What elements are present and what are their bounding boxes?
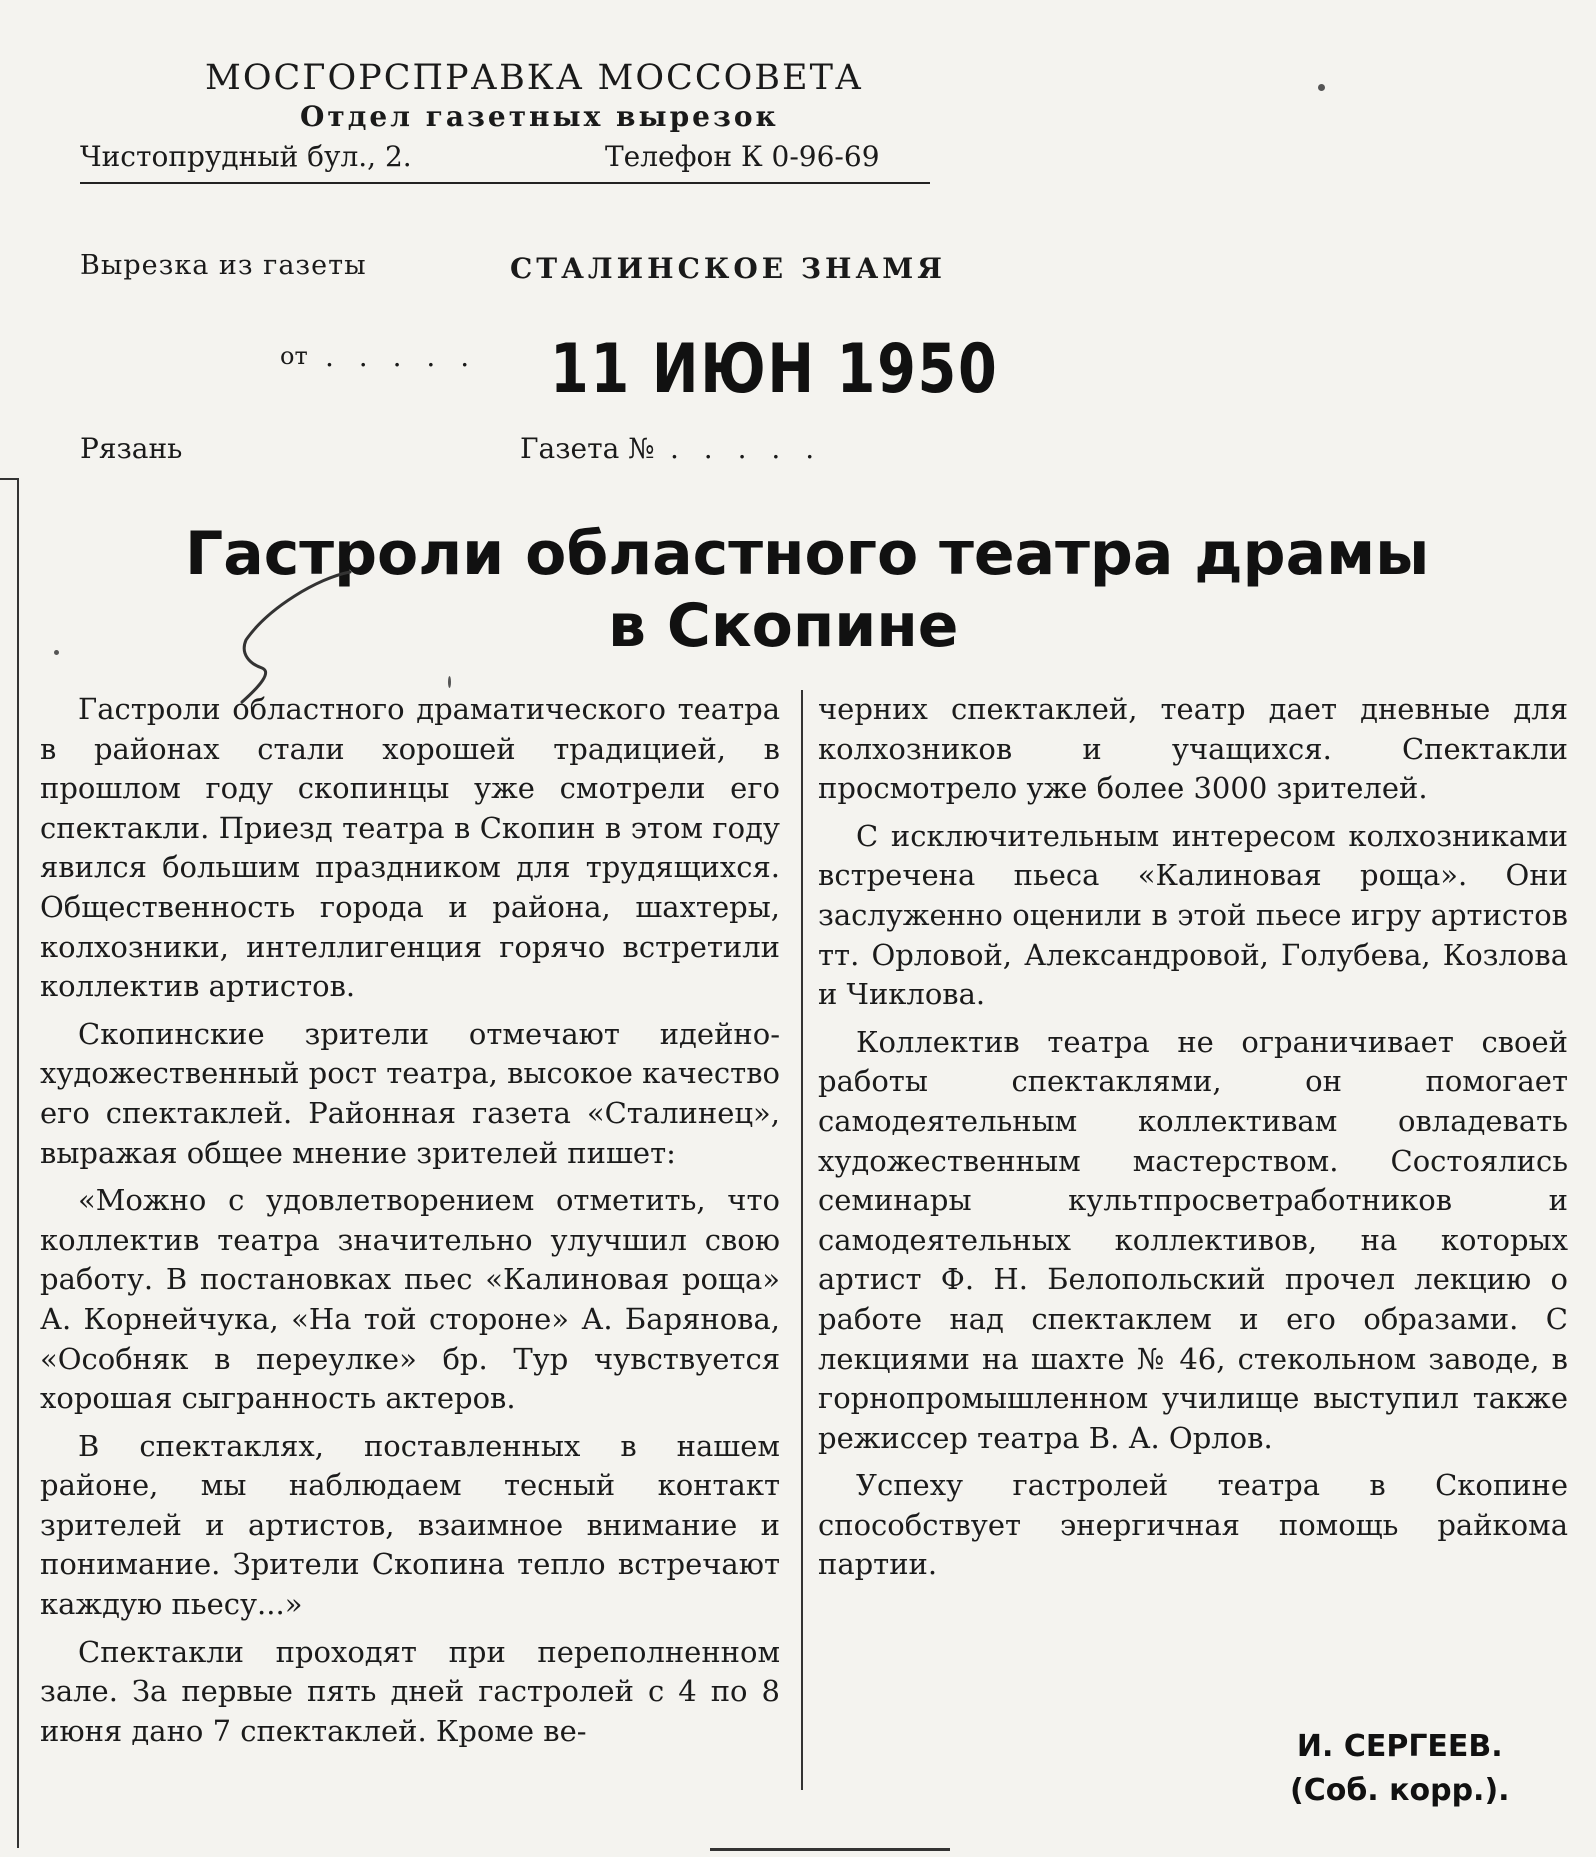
organization-name: МОСГОРСПРАВКА МОССОВЕТА [205,58,864,98]
author-name: И. СЕРГЕЕВ. [1296,1729,1503,1764]
article-paragraph: Спектакли проходят при переполненном зале. За первые пять дней гастролей с 4 по 8 июня дано 7 спектаклей. Кроме ве- [40,1634,780,1748]
headline-line-2: в Скопине [608,591,959,661]
city: Рязань [80,432,183,465]
left-column [40,690,780,1759]
article-paragraph-continued: черних спектаклей, театр дает дневные для колхозников и учащихся. Спектакли просмотрело уже более 3000 зрителей. [818,692,1568,806]
author-note: (Соб. корр.). [1290,1773,1510,1808]
article-paragraph: Скопинские зрители отмечают идейно-художественный рост театра, высокое качество его спектаклей. Районная газета «Сталинец», выражая общее мнение зрителей пишет: [40,1016,780,1170]
from-dots: . . . . . [325,340,478,373]
newspaper-name: СТАЛИНСКОЕ ЗНАМЯ [510,252,946,285]
print-speck [448,676,451,688]
cut-label: Вырезка из газеты [80,250,367,281]
author-signature [1290,1725,1510,1813]
article-paragraph: В спектаклях, поставленных в нашем районе, мы наблюдаем тесный контакт зрителей и артистов, взаимное внимание и понимание. Зрители Скопина тепло встречают каждую пьесу...» [40,1428,780,1622]
headline-line-1: Гастроли областного театра драмы [185,519,1430,589]
print-speck [54,650,59,655]
clipping-edge-top [0,478,18,480]
department-name: Отдел газетных вырезок [300,100,779,133]
article-paragraph: Успеху гастролей театра в Скопине способствует энергичная помощь райкома партии. [818,1468,1568,1582]
date-stamp: 11 ИЮН 1950 [550,330,999,409]
column-rule [801,690,803,1790]
article-paragraph: Гастроли областного драматического театра в районах стали хорошей традицией, в прошлом году скопинцы уже смотрели его спектакли. Приезд театра в Скопин в этом году явился большим праздником для трудящихся. Общественность города и района, шахтеры, колхозники, интеллигенция горячо встретили коллектив артистов. [40,692,780,1004]
from-label: от [280,342,308,370]
clipping-edge-bottom [710,1848,950,1851]
address-rule [80,182,930,184]
address: Чистопрудный бул., 2. [80,140,412,173]
phone: Телефон К 0-96-69 [605,140,880,173]
pencil-mark-icon [238,568,368,708]
gazeta-dots: . . . . . [670,432,823,465]
article-paragraph: С исключительным интересом колхозниками встречена пьеса «Калиновая роща». Они заслуженно оценили в этой пьесе игру артистов тт. Орловой, Александровой, Голубева, Козлова и Чиклова. [818,818,1568,1012]
article-paragraph: «Можно с удовлетворением отметить, что коллектив театра значительно улучшил свою работу. В постановках пьес «Калиновая роща» А. Корнейчука, «На той стороне» А. Барянова, «Особняк в переулке» бр. Тур чувствуется хорошая сыгранность актеров. [40,1183,780,1416]
right-column [818,690,1568,1593]
clipping-stamp [80,40,999,480]
print-speck [1318,84,1325,91]
article-paragraph: Коллектив театра не ограничивает своей работы спектаклями, он помогает самодеятельным коллективам овладевать художественным мастерством. Состоялись семинары культпросветработников и самодеятельных коллективов, на которых артист Ф. Н. Белопольский прочел лекцию о работе над спектаклем и его образами. С лекциями на шахте № 46, стекольном заводе, в горнопромышленном училище выступил также режиссер театра В. А. Орлов. [818,1024,1568,1455]
gazeta-number-label: Газета № [520,432,655,465]
clipping-edge-left [17,478,19,1848]
